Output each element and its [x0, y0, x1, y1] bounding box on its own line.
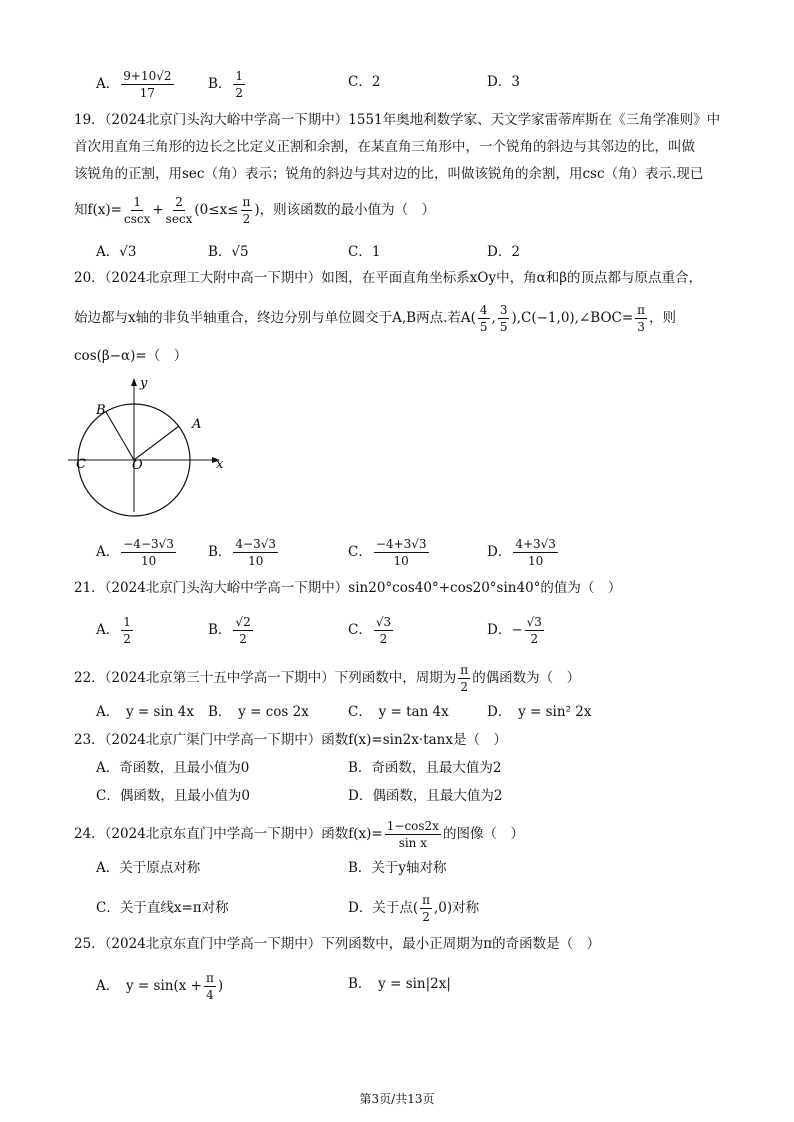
q23-stem: 23．（2024北京广渠门中学高一下期中）函数f(x)=sin2x·tanx是（ ）: [74, 732, 507, 748]
q18-option-d: D．3: [487, 74, 520, 90]
q21-stem: 21．（2024北京门头沟大峪中学高一下期中）sin20°cos40°+cos20°sin40°的值为（ ）: [74, 580, 622, 596]
label-b: B: [96, 403, 106, 418]
q19-line4: 知f(x)= $\frac{1}{\csc x}$ + $\frac{2}{\sec x}$ (0≤x≤ $\frac{\pi}{2}$ )，则该函数的最小值为（ ）: [74, 195, 436, 226]
q25-stem: 25．（2024北京东直门中学高一下期中）下列函数中，最小正周期为π的奇函数是（ ）: [74, 936, 601, 952]
q24-option-d: D．关于点( $\frac{\pi}{2}$ ,0)对称: [348, 893, 480, 924]
q25-option-b: B． y = sin|2x|: [348, 976, 451, 992]
q23-option-d: D．偶函数，且最大值为2: [348, 788, 503, 804]
q21-option-a: A． $\frac{1}{2}$: [96, 615, 131, 646]
q25-option-a: A． y = sin(x + $\frac{\pi}{4}$ ): [96, 971, 224, 1002]
label-a: A: [192, 417, 202, 432]
y-axis-arrow: [131, 378, 137, 386]
q22-option-c: C． y = tan 4x: [348, 704, 449, 720]
q23-option-b: B．奇函数，且最大值为2: [348, 760, 502, 776]
label-y: y: [140, 376, 148, 391]
q20-option-b: B． $\frac{4-3√3}{10}$: [208, 537, 277, 568]
ray-oa: [134, 426, 179, 460]
q19-option-c: C．1: [348, 244, 381, 260]
q24-option-c: C．关于直线x=π对称: [96, 900, 229, 916]
q18-option-b: B． $\frac{1}{2}$: [208, 69, 244, 100]
q20-line2: 始边都与x轴的非负半轴重合，终边分别与单位圆交于A,B两点.若A( $\frac{4}{5}$ , $\frac{3}{5}$ ),C(−1,0),∠BOC= $\frac{\pi}{3}$ ，则: [74, 303, 677, 334]
q18-option-c: C．2: [348, 74, 381, 90]
q20-option-a: A． $\frac{-4-3√3}{10}$: [96, 537, 174, 568]
unit-circle-figure: [68, 372, 238, 520]
q19-option-d: D．2: [487, 244, 520, 260]
q22-stem: 22．（2024北京第三十五中学高一下期中）下列函数中，周期为 $\frac{\pi}{2}$ 的偶函数为（ ）: [74, 663, 581, 694]
q20-line3: cos(β−α)=（ ）: [74, 348, 188, 364]
q21-option-d: D．− $\frac{√3}{2}$: [487, 615, 542, 646]
page-footer: 第3页/共13页: [359, 1092, 435, 1106]
q19-line3: 该锐角的正割，用sec（角）表示；锐角的斜边与其对边的比，叫做该锐角的余割，用csc（角）表示.现已: [74, 166, 704, 182]
q22-option-d: D． y = sin² 2x: [487, 704, 592, 720]
q19-option-b: B．√5: [208, 244, 249, 260]
q22-option-b: B． y = cos 2x: [208, 704, 309, 720]
q21-option-b: B． $\frac{√2}{2}$: [208, 615, 251, 646]
q24-option-a: A．关于原点对称: [96, 860, 201, 876]
q23-option-a: A．奇函数，且最小值为0: [96, 760, 250, 776]
q18-option-a: A． $\frac{9+10√2}{17}$: [96, 69, 172, 100]
q20-option-c: C． $\frac{-4+3√3}{10}$: [348, 537, 427, 568]
q20-line1: 20．（2024北京理工大附中高一下期中）如图，在平面直角坐标系xOy中，角α和β的顶点都与原点重合，: [74, 270, 703, 286]
q19-line1: 19．（2024北京门头沟大峪中学高一下期中）1551年奥地利数学家、天文学家雷蒂库斯在《三角学准则》中: [74, 112, 721, 128]
q24-stem: 24．（2024北京东直门中学高一下期中）函数f(x)= $\frac{1-\cos 2x}{\text{sin x}}$ 的图像（ ）: [74, 819, 524, 850]
q20-option-d: D． $\frac{4+3√3}{10}$: [487, 537, 556, 568]
label-c: C: [76, 457, 86, 472]
q19-option-a: A．√3: [96, 244, 137, 260]
label-x: x: [216, 457, 224, 472]
label-o: O: [132, 458, 143, 473]
q21-option-c: C． $\frac{√3}{2}$: [348, 615, 392, 646]
q23-option-c: C．偶函数，且最小值为0: [96, 788, 250, 804]
q24-option-b: B．关于y轴对称: [348, 860, 447, 876]
ray-ob: [106, 412, 134, 460]
q22-option-a: A． y = sin 4x: [96, 704, 194, 720]
q19-line2: 首次用直角三角形的边长之比定义正割和余割，在某直角三角形中，一个锐角的斜边与其邻边的比，叫做: [74, 139, 695, 155]
